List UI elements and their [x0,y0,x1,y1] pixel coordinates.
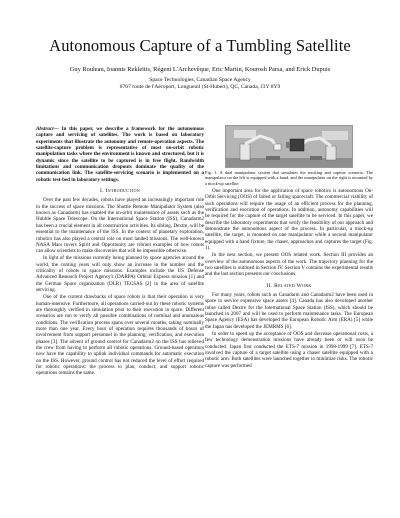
abstract [36,126,204,183]
right-column [205,188,373,370]
paragraph: In order to speed up the acceptance of OOS and decrease operational costs, a few technology demonstration missions have already been or will soon be conducted. Japan first conducted the ETS-7 mission in 1998-1999 [7]. ETS-7 involved the capture of a target satellite using a chaser satellite equipped with a robotic arm. Both satellites were launched together to minimize risks. The robotic capture was performed [205,330,373,369]
figure-1 [205,125,373,187]
paragraph: Over the past few decades, robots have played an increasingly important role in the success of space missions. The Shuttle Remote Manipulator System (also known as Canadarm) has enabled the on-orbit maintenance of assets such as the Hubble Space Telescope. On the International Space Station (ISS), Canadarm2 has been a crucial element in all construction activities. Its sibling, Dextre, will be essential to the maintenance of the ISS. In the context of planetary exploration, robotics has also played a central role on most landed missions. The well-known NASA Mars rovers Spirit and Opportunity are vibrant examples of how robots can allow scientists to make discoveries that will be impossible otherwise. [36,197,204,255]
author-list: Guy Rouleau, Ioannis Rekleitis, Régent L'Archevêque, Eric Martin, Kourosh Parsa, and Erick Dupuis [69,66,331,73]
left-column [36,126,204,377]
paragraph: In the next section, we present OOS related work. Section III provides an overview of the autonomous aspects of the work. The trajectory planning for the two satellites is outlined in Section IV. Section V contains the experimental results and the last section presents our conclusions. [205,252,373,278]
affiliation-line: Space Technologies, Canadian Space Agency [149,77,251,83]
robot-illustration [226,126,353,168]
section-heading-introduction: I. Introduction [100,188,140,195]
lab-robot-photo [225,125,353,168]
paragraph: One important area for the application of space robotics is autonomous On-Orbit Servicing (OOS) of failed or failing spacecraft. The commercial viability of such operations will require the usage of an efficient process for the planning, verification and execution of operations. In addition, autonomy capabilities will be required for the capture of the target satellite to be serviced. In this paper, we describe the laboratory experiments that verify the feasibility of our approach and demonstrate the autonomous aspect of the process. In particular, a mock-up satellite, the target, is mounted on one manipulator while a second manipulator equipped with a hand fixture, the chaser, approaches and captures the target (Fig. 1). [205,188,373,252]
figure-caption: Fig. 1. A dual manipulator system that simulates the tracking and capture scenario. The manipulator on the left is equipped with a hand, and the manipulator on the right is mounted by a mock-up satellite. [205,170,373,186]
affiliation-address: 6767 route de l'Aéroport, Longueuil (St-Hubert), QC, Canada, J3Y 8Y9 [119,84,281,91]
affiliation [0,77,400,91]
paper-title: Autonomous Capture of a Tumbling Satellite [49,36,351,55]
section-heading-related-work: II. Related Work [266,282,312,289]
paragraph: One of the current drawbacks of space robots is that their operation is very human-intensive. Furthermore, all operations carried-out by these robotic systems are thoroughly verified in simulation prior to their execution in space. Different scenarios are run to verify all possible combinations of nominal and anomalous conditions. The verification process spans over several months, taking nominally more than one year. Every hour of operation requires thousands of hours of involvement from support personnel in the planning, verification, and execution phases [3]. The advent of ground control for Canadarm2 on the ISS has relieved the crew from having to perform all robotic operations. Ground-based operators now have the capability to uplink individual commands for automatic execution on the ISS. However, ground control has not reduced the level of effort required for robotic operations: the process to plan, conduct, and support robotic operations remains the same. [36,294,204,377]
paragraph: For many years, robots such as Canadarm and Canadarm2 have been used in space to service expensive space assets [4]. Canada has also developed another robot called Dextre for the International Space Station (ISS), which should be launched in 2007 and will be used to perform maintenance tasks. The European Space Agency (ESA) has developed the European Robotic Arm (ERA) [5] while the Japan has developed the JEMRMS [6]. [205,291,373,330]
paragraph: In light of the missions currently being planned by space agencies around the world, the coming years will only show an increase in the number and the criticality of robots in space missions. Examples include the US Defense Advanced Research Project Agency's (DARPA) Orbital Express mission [1] and the German Space organization (DLR) TECSAS [2] in the area of satellite servicing. [36,255,204,294]
abstract-lead: Abstract [36,126,54,132]
abstract-text: — In this paper, we describe a framework for the autonomous capture and servicing of satellites. The work is based on laboratory experiments that illustrate the autonomy and remote-operation aspects. The satellite-capture problem is representative of most on-orbit robotic manipulation tasks where the environment is known and structured, but it is dynamic since the satellite to be captured is in free flight. Bandwidth limitations and communication dropouts dominate the quality of the communication link. The satellite-servicing scenario is implemented on a robotic test-bed in laboratory settings. [36,126,204,183]
